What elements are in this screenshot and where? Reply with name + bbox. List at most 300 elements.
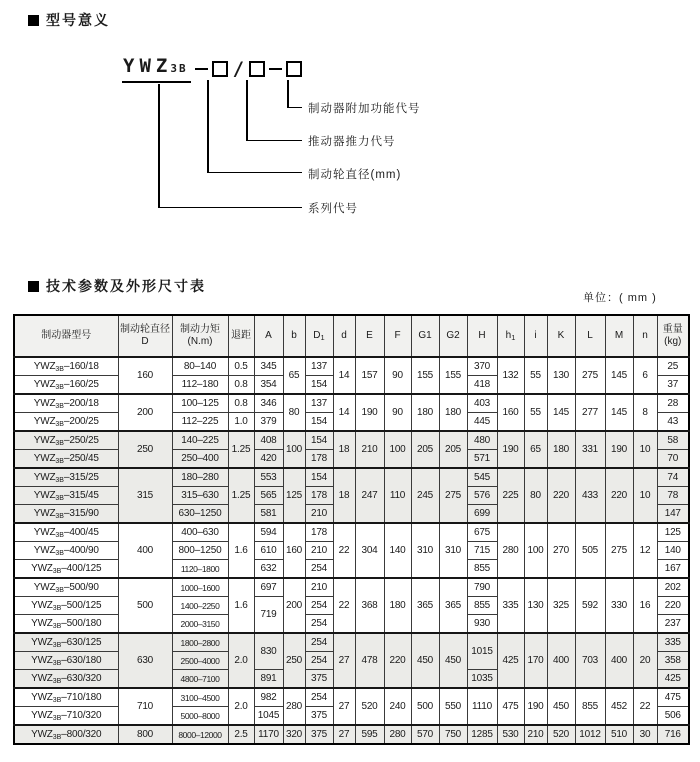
table-cell: 220 [657,597,689,615]
table-cell: 210 [305,505,333,524]
table-cell: 592 [575,578,605,633]
table-cell: 6 [633,357,657,394]
table-cell: 160 [497,394,524,431]
table-cell: 500 [411,688,439,725]
table-cell: 320 [283,725,305,744]
table-cell: 346 [254,394,283,413]
unit-label: 单位：( mm ) [583,292,657,304]
table-cell: 400 [118,523,172,578]
table-cell: 22 [633,688,657,725]
column-header: E [355,315,384,357]
model-cell: $YWZ_{3B}-400/45$ [14,523,118,542]
table-cell: 379 [254,413,283,432]
table-cell: 480 [467,431,497,450]
model-cell: $YWZ_{3B}-200/25$ [14,413,118,432]
table-cell: 254 [305,560,333,579]
table-cell: 28 [657,394,689,413]
table-cell: 190 [355,394,384,431]
table-cell: 550 [439,688,467,725]
dash-line [195,68,208,70]
table-cell: 154 [305,431,333,450]
table-cell: 703 [575,633,605,688]
table-cell: 237 [657,615,689,634]
table-cell: 675 [467,523,497,542]
column-header: K [547,315,575,357]
table-cell: 2.0 [228,688,254,725]
table-cell: 1120–1800 [172,560,228,579]
table-cell: 178 [305,450,333,469]
connector-line-series-h [158,207,302,209]
table-cell: 1800–2800 [172,633,228,652]
table-cell: 157 [355,357,384,394]
table-cell: 27 [333,688,355,725]
table-cell: 43 [657,413,689,432]
table-cell: 699 [467,505,497,524]
table-cell: 2000–3150 [172,615,228,634]
model-cell: $YWZ_{3B}-250/45$ [14,450,118,469]
table-cell: 452 [605,688,633,725]
table-cell: 280 [497,523,524,578]
section-marker-icon [28,15,39,26]
table-cell: 830 [254,633,283,670]
table-cell: 0.8 [228,394,254,413]
table-cell: 610 [254,542,283,560]
table-cell: 210 [305,542,333,560]
table-row [14,688,689,707]
code-box-function [286,61,302,77]
table-cell: 365 [411,578,439,633]
table-cell: 368 [355,578,384,633]
table-cell: 982 [254,688,283,707]
column-header: G2 [439,315,467,357]
table-cell: 14 [333,394,355,431]
table-cell: 240 [384,688,411,725]
table-cell: 310 [411,523,439,578]
table-cell: 475 [497,688,524,725]
table-cell: 130 [547,357,575,394]
column-header: M [605,315,633,357]
label-function-code: 制动器附加功能代号 [308,103,421,115]
table-cell: 8 [633,394,657,431]
table-cell: 719 [254,597,283,634]
table-cell: 140 [657,542,689,560]
table-cell: 180 [411,394,439,431]
table-cell: 254 [305,615,333,634]
table-cell: 12 [633,523,657,578]
table-cell: 418 [467,376,497,395]
table-cell: 145 [605,357,633,394]
table-cell: 70 [657,450,689,469]
table-cell: 250 [283,633,305,688]
table-cell: 167 [657,560,689,579]
model-cell: $YWZ_{3B}-630/125$ [14,633,118,652]
table-cell: 280 [283,688,305,725]
model-cell: $YWZ_{3B}-315/90$ [14,505,118,524]
table-cell: 275 [605,523,633,578]
model-cell: $YWZ_{3B}-400/90$ [14,542,118,560]
section-title: 技术参数及外形尺寸表 [46,278,206,294]
connector-line-diameter-v [207,80,209,173]
table-cell: 58 [657,431,689,450]
table-cell: 112–180 [172,376,228,395]
column-header: b [283,315,305,357]
column-header: d [333,315,355,357]
table-cell: 90 [384,357,411,394]
model-cell: $YWZ_{3B}-710/320$ [14,707,118,726]
table-cell: 365 [439,578,467,633]
table-cell: 220 [547,468,575,523]
table-cell: 80 [524,468,547,523]
model-cell: $YWZ_{3B}-250/25$ [14,431,118,450]
table-cell: 354 [254,376,283,395]
table-cell: 55 [524,394,547,431]
table-cell: 180–280 [172,468,228,487]
table-cell: 1170 [254,725,283,744]
table-cell: 715 [467,542,497,560]
connector-line-thrust-v [246,80,248,141]
table-cell: 80 [283,394,305,431]
table-cell: 22 [333,523,355,578]
code-box-thrust [249,61,265,77]
connector-line-diameter-h [207,172,302,174]
table-cell: 750 [439,725,467,744]
table-row [14,523,689,542]
table-cell: 370 [467,357,497,376]
table-cell: 0.8 [228,376,254,395]
table-cell: 400–630 [172,523,228,542]
table-cell: 716 [657,725,689,744]
table-cell: 500 [118,578,172,633]
table-cell: 1035 [467,670,497,689]
connector-line-thrust-h [246,140,302,142]
table-row [14,357,689,376]
table-cell: 1.0 [228,413,254,432]
column-header: A [254,315,283,357]
connector-line-series-v [158,84,160,208]
column-header: 制动轮直径 D [118,315,172,357]
column-header: 制动力矩 (N.m) [172,315,228,357]
table-cell: 1110 [467,688,497,725]
table-cell: 630–1250 [172,505,228,524]
table-cell: 0.5 [228,357,254,376]
model-cell: $YWZ_{3B}-160/18$ [14,357,118,376]
table-cell: 545 [467,468,497,487]
table-cell: 200 [118,394,172,431]
table-cell: 210 [355,431,384,468]
spec-table [13,314,690,745]
table-cell: 510 [605,725,633,744]
table-cell: 125 [283,468,305,523]
table-cell: 8000–12000 [172,725,228,744]
table-cell: 275 [439,468,467,523]
column-header: F [384,315,411,357]
table-cell: 335 [657,633,689,652]
table-cell: 112–225 [172,413,228,432]
table-cell: 180 [384,578,411,633]
table-cell: 178 [305,523,333,542]
table-row [14,633,689,652]
table-cell: 505 [575,523,605,578]
table-cell: 30 [633,725,657,744]
column-header: L [575,315,605,357]
table-cell: 220 [605,468,633,523]
table-cell: 22 [333,578,355,633]
table-cell: 55 [524,357,547,394]
table-cell: 145 [547,394,575,431]
section-heading-specs [28,276,206,296]
table-row [14,578,689,597]
model-code-sub: 3B [170,62,188,75]
model-cell: $YWZ_{3B}-315/25$ [14,468,118,487]
table-cell: 335 [497,578,524,633]
table-cell: 210 [524,725,547,744]
table-cell: 506 [657,707,689,726]
table-cell: 594 [254,523,283,542]
table-cell: 190 [524,688,547,725]
column-header: 重量 (kg) [657,315,689,357]
table-cell: 100 [283,431,305,468]
table-cell: 210 [305,578,333,597]
table-cell: 331 [575,431,605,468]
table-cell: 178 [305,487,333,505]
connector-line-function-h [287,107,302,109]
slash-separator: / [232,58,245,80]
column-header: $D_1$ [305,315,333,357]
table-cell: 315–630 [172,487,228,505]
table-row [14,431,689,450]
table-cell: 375 [305,707,333,726]
table-cell: 100 [524,523,547,578]
table-cell: 571 [467,450,497,469]
table-cell: 37 [657,376,689,395]
table-cell: 400 [547,633,575,688]
table-cell: 325 [547,578,575,633]
model-cell: $YWZ_{3B}-500/125$ [14,597,118,615]
table-cell: 475 [657,688,689,707]
table-cell: 205 [439,431,467,468]
table-cell: 570 [411,725,439,744]
table-cell: 14 [333,357,355,394]
table-cell: 18 [333,468,355,523]
table-cell: 408 [254,431,283,450]
table-cell: 800 [118,725,172,744]
model-cell: $YWZ_{3B}-710/180$ [14,688,118,707]
table-cell: 581 [254,505,283,524]
table-cell: 400 [605,633,633,688]
table-cell: 277 [575,394,605,431]
table-cell: 254 [305,652,333,670]
table-cell: 190 [497,431,524,468]
section-marker-icon [28,281,39,292]
model-code-formula [122,56,302,82]
table-cell: 65 [524,431,547,468]
table-cell: 16 [633,578,657,633]
model-code-prefix: YWZ [123,55,173,77]
table-cell: 132 [497,357,524,394]
table-cell: 790 [467,578,497,597]
table-cell: 200 [283,578,305,633]
section-heading-model-meaning [28,10,110,30]
table-cell: 1285 [467,725,497,744]
table-cell: 254 [305,597,333,615]
table-cell: 250–400 [172,450,228,469]
table-cell: 80–140 [172,357,228,376]
table-cell: 2500–4000 [172,652,228,670]
table-cell: 25 [657,357,689,376]
table-cell: 190 [605,431,633,468]
table-cell: 1.25 [228,468,254,523]
model-cell: $YWZ_{3B}-400/125$ [14,560,118,579]
table-cell: 180 [439,394,467,431]
column-header: n [633,315,657,357]
table-cell: 445 [467,413,497,432]
table-cell: 478 [355,633,384,688]
table-cell: 530 [497,725,524,744]
label-thrust-code: 推动器推力代号 [308,136,396,148]
table-cell: 425 [657,670,689,689]
table-cell: 27 [333,633,355,688]
table-cell: 170 [524,633,547,688]
table-cell: 4800–7100 [172,670,228,689]
table-cell: 160 [118,357,172,394]
table-cell: 1.6 [228,523,254,578]
table-cell: 1400–2250 [172,597,228,615]
table-cell: 180 [547,431,575,468]
column-header: H [467,315,497,357]
table-cell: 100–125 [172,394,228,413]
table-cell: 520 [547,725,575,744]
table-cell: 140 [384,523,411,578]
table-cell: 375 [305,725,333,744]
table-cell: 154 [305,413,333,432]
model-cell: $YWZ_{3B}-200/18$ [14,394,118,413]
table-cell: 2.5 [228,725,254,744]
table-cell: 632 [254,560,283,579]
table-cell: 1045 [254,707,283,726]
table-cell: 275 [575,357,605,394]
model-cell: $YWZ_{3B}-630/180$ [14,652,118,670]
table-cell: 250 [118,431,172,468]
table-cell: 576 [467,487,497,505]
model-cell: $YWZ_{3B}-500/180$ [14,615,118,634]
table-cell: 65 [283,357,305,394]
table-row [14,394,689,413]
table-cell: 697 [254,578,283,597]
table-cell: 90 [384,394,411,431]
table-cell: 145 [605,394,633,431]
table-cell: 137 [305,357,333,376]
model-cell: $YWZ_{3B}-315/45$ [14,487,118,505]
table-cell: 245 [411,468,439,523]
table-cell: 10 [633,468,657,523]
table-cell: 304 [355,523,384,578]
table-cell: 154 [305,468,333,487]
table-cell: 310 [439,523,467,578]
column-header: 制动器型号 [14,315,118,357]
connector-line-function-v [287,80,289,108]
table-cell: 280 [384,725,411,744]
table-cell: 130 [524,578,547,633]
table-cell: 1015 [467,633,497,670]
table-cell: 154 [305,376,333,395]
table-cell: 125 [657,523,689,542]
table-cell: 1.6 [228,578,254,633]
table-cell: 595 [355,725,384,744]
table-cell: 220 [384,633,411,688]
label-series-code: 系列代号 [308,203,358,215]
table-cell: 100 [384,431,411,468]
table-cell: 137 [305,394,333,413]
table-cell: 433 [575,468,605,523]
table-cell: 3100–4500 [172,688,228,707]
table-cell: 891 [254,670,283,689]
dash-line [269,68,282,70]
table-cell: 160 [283,523,305,578]
column-header: 退距 [228,315,254,357]
table-cell: 855 [467,560,497,579]
table-cell: 855 [575,688,605,725]
table-cell: 553 [254,468,283,487]
table-cell: 450 [439,633,467,688]
table-cell: 225 [497,468,524,523]
table-cell: 710 [118,688,172,725]
table-cell: 330 [605,578,633,633]
table-header-row [14,315,689,357]
table-cell: 403 [467,394,497,413]
table-cell: 140–225 [172,431,228,450]
table-cell: 1000–1600 [172,578,228,597]
column-header: G1 [411,315,439,357]
table-cell: 800–1250 [172,542,228,560]
table-cell: 247 [355,468,384,523]
table-cell: 855 [467,597,497,615]
table-cell: 155 [439,357,467,394]
table-cell: 78 [657,487,689,505]
model-cell: $YWZ_{3B}-500/90$ [14,578,118,597]
table-cell: 565 [254,487,283,505]
model-cell: $YWZ_{3B}-800/320$ [14,725,118,744]
table-cell: 375 [305,670,333,689]
model-cell: $YWZ_{3B}-630/320$ [14,670,118,689]
table-cell: 450 [411,633,439,688]
table-cell: 110 [384,468,411,523]
table-cell: 345 [254,357,283,376]
table-cell: 1.25 [228,431,254,468]
table-cell: 205 [411,431,439,468]
table-cell: 358 [657,652,689,670]
table-row [14,725,689,744]
table-cell: 315 [118,468,172,523]
column-header: $h_1$ [497,315,524,357]
table-cell: 450 [547,688,575,725]
model-code-text [122,55,191,83]
table-cell: 202 [657,578,689,597]
table-cell: 1012 [575,725,605,744]
table-cell: 10 [633,431,657,468]
table-cell: 147 [657,505,689,524]
table-cell: 2.0 [228,633,254,688]
table-cell: 630 [118,633,172,688]
table-cell: 74 [657,468,689,487]
table-cell: 20 [633,633,657,688]
table-cell: 930 [467,615,497,634]
table-row [14,468,689,487]
table-cell: 155 [411,357,439,394]
table-cell: 270 [547,523,575,578]
table-cell: 18 [333,431,355,468]
column-header: i [524,315,547,357]
section-title: 型号意义 [46,12,110,28]
